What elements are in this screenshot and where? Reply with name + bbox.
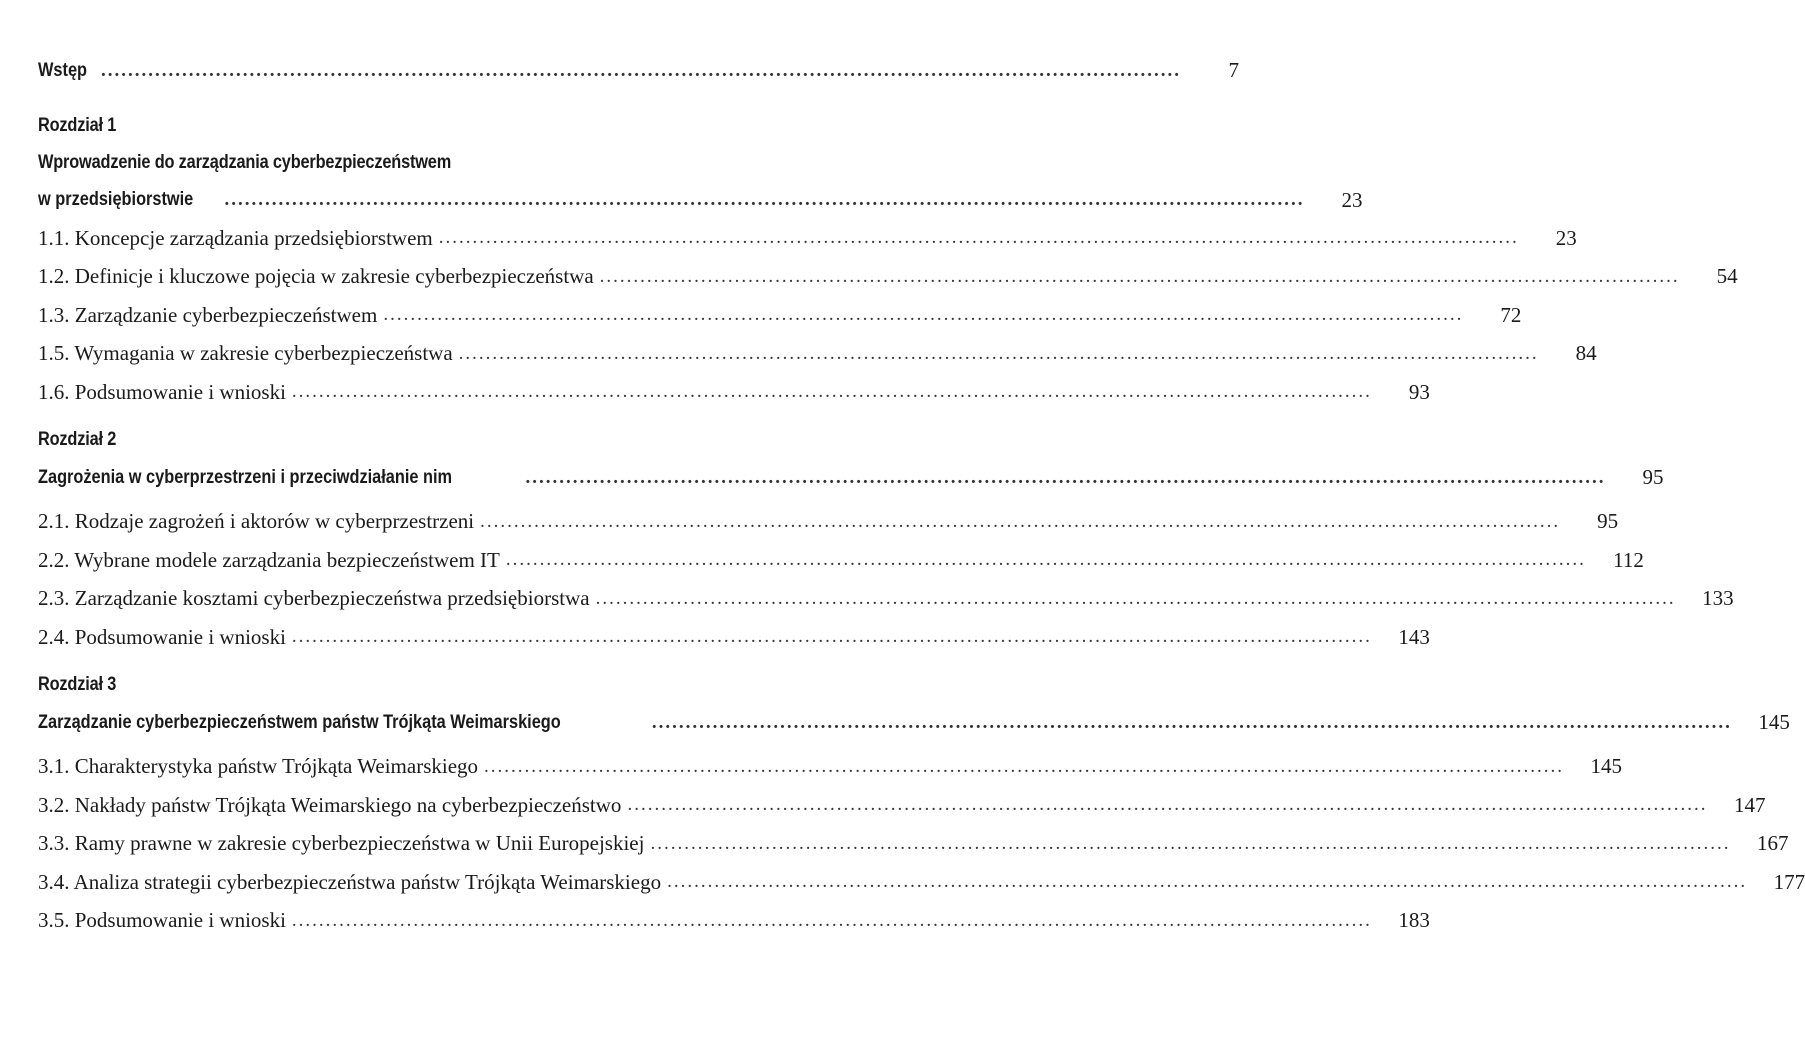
toc-entry-section[interactable] [38, 503, 1619, 542]
dot-leader: ................................................................................................................................................................ [438, 227, 1519, 249]
dot-leader: ................................................................................................................................................................ [458, 342, 1539, 364]
toc-entry-title: Wstęp [38, 59, 88, 81]
toc-entry-page: 95 [1597, 509, 1619, 534]
dot-leader: ................................................................................................................................................................ [650, 832, 1731, 854]
dot-leader: ................................................................................................................................................................ [599, 265, 1680, 287]
toc-entry-title: 2.1. Rodzaje zagrożeń i aktorów w cyberprzestrzeni [38, 509, 475, 534]
dot-leader: ................................................................................................................................................................ [480, 510, 1561, 532]
dot-leader: ................................................................................................................................................................ [595, 587, 1676, 609]
toc-entry-section[interactable] [38, 219, 1577, 258]
toc-entry-chapter-3[interactable] [38, 704, 1790, 742]
toc-entry-title: Zagrożenia w cyberprzestrzeni i przeciwdziałanie nim [38, 466, 453, 488]
toc-entry-intro[interactable] [38, 52, 1239, 89]
toc-entry-title: 1.3. Zarządzanie cyberbezpieczeństwem [38, 302, 378, 327]
toc-entry-title: 3.4. Analiza strategii cyberbezpieczeństwa państw Trójkąta Weimarskiego [38, 869, 662, 894]
toc-entry-section[interactable] [38, 335, 1597, 374]
toc-entry-title: 2.2. Wybrane modele zarządzania bezpieczeństwem IT [38, 547, 500, 572]
toc-entry-section[interactable] [38, 863, 1805, 902]
dot-leader: ................................................................................................................................................................ [224, 189, 1305, 210]
toc-entry-section[interactable] [38, 373, 1430, 412]
toc-entry-page: 183 [1398, 908, 1430, 933]
chapter-label: Rozdział 3 [38, 674, 117, 695]
dot-leader: ................................................................................................................................................................ [101, 59, 1181, 81]
toc-entry-title: 3.3. Ramy prawne w zakresie cyberbezpieczeństwa w Unii Europejskiej [38, 831, 645, 856]
chapter-label: Rozdział 1 [38, 114, 117, 136]
dot-leader: ................................................................................................................................................................ [383, 304, 1464, 326]
toc-entry-section[interactable] [38, 618, 1430, 657]
dot-leader: ................................................................................................................................................................ [291, 909, 1372, 931]
toc-entry-section[interactable] [38, 902, 1430, 941]
dot-leader: ................................................................................................................................................................ [505, 549, 1586, 571]
toc-entry-page: 147 [1733, 792, 1766, 817]
toc-entry-section[interactable] [38, 541, 1644, 580]
toc-entry-page: 95 [1642, 465, 1664, 489]
toc-entry-section[interactable] [38, 258, 1738, 297]
dot-leader: ................................................................................................................................................................ [291, 626, 1372, 648]
dot-leader: ................................................................................................................................................................ [651, 711, 1732, 733]
toc-entry-page: 23 [1341, 187, 1363, 212]
toc-entry-page: 72 [1500, 302, 1522, 327]
toc-entry-page: 177 [1773, 869, 1805, 894]
toc-entry-title: Zarządzanie cyberbezpieczeństwem państw Trójkąta Weimarskiego [38, 711, 561, 733]
toc-entry-page: 7 [1228, 58, 1239, 82]
toc-entry-title: 2.3. Zarządzanie kosztami cyberbezpieczeństwa przedsiębiorstwa [38, 586, 590, 611]
toc-entry-section[interactable] [38, 786, 1766, 825]
toc-entry-title: 1.5. Wymagania w zakresie cyberbezpieczeństwa [38, 341, 453, 366]
toc-entry-title: 1.1. Koncepcje zarządzania przedsiębiorstwem [38, 225, 433, 250]
dot-leader: ................................................................................................................................................................ [484, 755, 1565, 777]
toc-entry-page: 133 [1702, 586, 1734, 611]
toc-entry-title: w przedsiębiorstwie [38, 189, 194, 210]
toc-entry-title: 3.2. Nakłady państw Trójkąta Weimarskiego na cyberbezpieczeństwo [38, 792, 622, 817]
toc-entry-chapter-2[interactable] [38, 459, 1664, 497]
toc-entry-section[interactable] [38, 296, 1522, 335]
toc-entry-title: 3.1. Charakterystyka państw Trójkąta Weimarskiego [38, 754, 479, 779]
toc-entry-section[interactable] [38, 748, 1623, 787]
chapter-title-line: Wprowadzenie do zarządzania cyberbezpieczeństwem [38, 151, 452, 173]
toc-entry-section[interactable] [38, 825, 1789, 864]
toc-entry-title: 1.2. Definicje i kluczowe pojęcia w zakresie cyberbezpieczeństwa [38, 264, 594, 289]
toc-entry-title: 1.6. Podsumowanie i wnioski [38, 379, 286, 404]
toc-entry-chapter-1[interactable] [38, 181, 1363, 219]
dot-leader: ................................................................................................................................................................ [667, 871, 1748, 893]
toc-entry-title: 3.5. Podsumowanie i wnioski [38, 908, 286, 933]
toc-entry-page: 84 [1575, 341, 1597, 366]
toc-entry-page: 54 [1716, 264, 1738, 289]
toc-entry-page: 112 [1613, 547, 1644, 572]
dot-leader: ................................................................................................................................................................ [627, 794, 1708, 816]
table-of-contents [38, 52, 1805, 940]
toc-entry-page: 167 [1756, 831, 1789, 856]
toc-entry-page: 23 [1555, 225, 1577, 250]
dot-leader: ................................................................................................................................................................ [291, 381, 1372, 403]
toc-entry-title: 2.4. Podsumowanie i wnioski [38, 624, 286, 649]
toc-entry-page: 143 [1398, 624, 1430, 649]
toc-entry-section[interactable] [38, 580, 1734, 619]
dot-leader: ................................................................................................................................................................ [525, 466, 1606, 488]
toc-entry-page: 93 [1408, 379, 1430, 404]
toc-entry-page: 145 [1590, 754, 1623, 779]
toc-entry-page: 145 [1758, 710, 1790, 734]
chapter-label: Rozdział 2 [38, 429, 117, 450]
